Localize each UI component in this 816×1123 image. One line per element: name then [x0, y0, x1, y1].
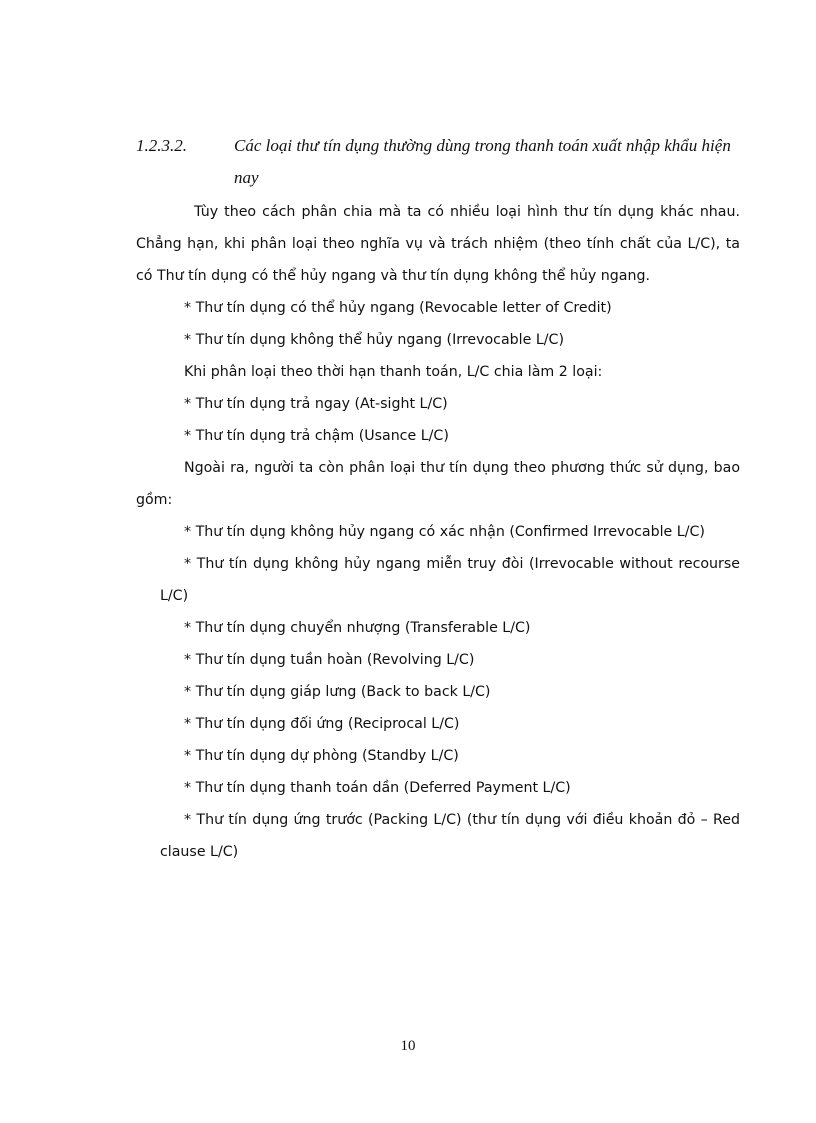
list-item: * Thư tín dụng không hủy ngang miễn truy đòi (Irrevocable without recourse L/C)	[160, 556, 740, 604]
list-item: * Thư tín dụng không thể hủy ngang (Irrevocable L/C)	[184, 332, 564, 348]
list-item: * Thư tín dụng chuyển nhượng (Transferable L/C)	[184, 620, 531, 636]
list-item: * Thư tín dụng trả ngay (At-sight L/C)	[184, 396, 448, 412]
section-number: 1.2.3.2.	[136, 136, 187, 155]
document-body	[136, 196, 740, 868]
page-number: 10	[400, 1038, 416, 1054]
list-item: * Thư tín dụng ứng trước (Packing L/C) (thư tín dụng với điều khoản đỏ – Red clause L/C)	[160, 812, 740, 860]
list-item: * Thư tín dụng thanh toán dần (Deferred Payment L/C)	[184, 780, 571, 796]
intro-paragraph: Tùy theo cách phân chia mà ta có nhiều loại hình thư tín dụng khác nhau. Chẳng hạn, khi phân loại theo nghĩa vụ và trách nhiệm (theo tính chất của L/C), ta có Thư tín dụng có thể hủy ngang và thư tín dụng không thể hủy ngang.	[136, 204, 740, 284]
section-title: Các loại thư tín dụng thường dùng trong thanh toán xuất nhập khẩu hiện nay	[234, 136, 731, 187]
list-item: * Thư tín dụng tuần hoàn (Revolving L/C)	[184, 652, 475, 668]
paragraph: Khi phân loại theo thời hạn thanh toán, L/C chia làm 2 loại:	[184, 364, 603, 380]
list-item: * Thư tín dụng giáp lưng (Back to back L/C)	[184, 684, 491, 700]
list-item: * Thư tín dụng có thể hủy ngang (Revocable letter of Credit)	[184, 300, 612, 316]
list-item: * Thư tín dụng trả chậm (Usance L/C)	[184, 428, 449, 444]
list-item: * Thư tín dụng dự phòng (Standby L/C)	[184, 748, 459, 764]
list-item: * Thư tín dụng không hủy ngang có xác nhận (Confirmed Irrevocable L/C)	[184, 524, 705, 540]
paragraph: Ngoài ra, người ta còn phân loại thư tín dụng theo phương thức sử dụng, bao gồm:	[136, 460, 740, 508]
list-item: * Thư tín dụng đối ứng (Reciprocal L/C)	[184, 716, 460, 732]
